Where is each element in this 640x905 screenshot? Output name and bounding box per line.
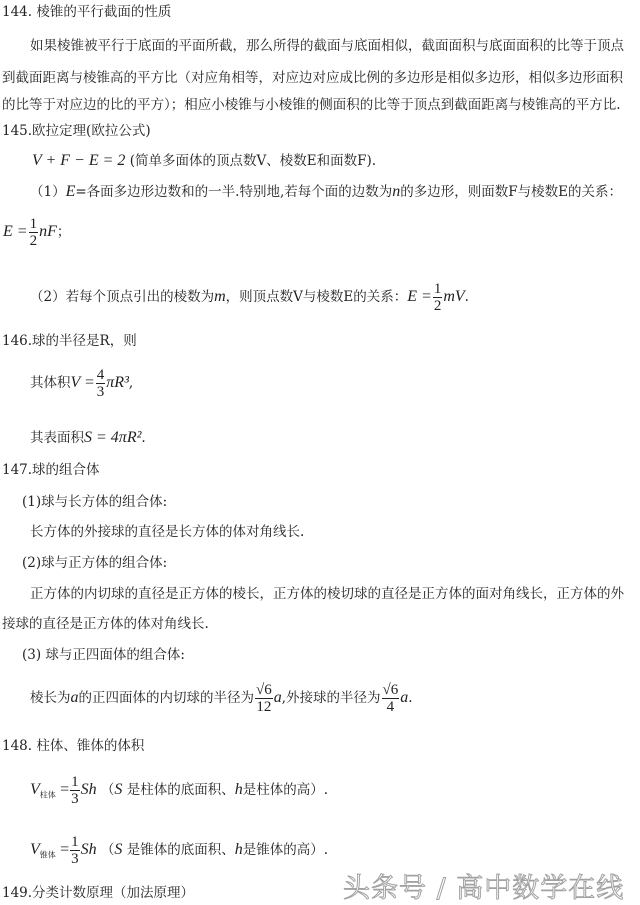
subscript: 柱体 — [39, 790, 56, 800]
denominator: 2 — [29, 233, 38, 249]
var: a — [70, 689, 79, 706]
text: （ — [100, 842, 115, 858]
label: 其表面积 — [30, 430, 84, 446]
denominator: 3 — [71, 851, 79, 867]
subsection-text: 长方体的外接球的直径是长方体的体对角线长. — [30, 524, 305, 540]
formula: V + F − E = 2 — [32, 152, 126, 169]
subscript: 锥体 — [39, 850, 56, 860]
numerator: 1 — [29, 216, 38, 232]
rhs: nF — [39, 223, 57, 240]
text: 是柱体的底面积、 — [126, 782, 235, 798]
punct: . — [408, 690, 413, 706]
text: ,外接球的半径为 — [281, 690, 381, 706]
text: 是柱体的高）. — [242, 782, 328, 798]
subsection-title: (1)球与长方体的组合体: — [22, 494, 168, 510]
formula-note: (简单多面体的顶点数V、棱数E和面数F). — [129, 153, 377, 169]
subsection-text: 正方体的内切球的直径是正方体的棱长，正方体的棱切球的直径是正方体的面对角线长，正方体的外 — [30, 586, 624, 602]
fraction — [70, 834, 80, 867]
var: m — [214, 288, 226, 305]
text: （2）若每个顶点引出的棱数为 — [30, 289, 215, 305]
var: n — [392, 183, 401, 200]
euler-item-2 — [30, 279, 469, 315]
equation-e-half-nf — [3, 214, 70, 250]
subsection-title: (2)球与正方体的组合体: — [22, 555, 168, 571]
subsection-title: (3) 球与正四面体的组合体: — [22, 647, 185, 663]
var: h — [234, 841, 243, 858]
rhs: Sh — [80, 781, 97, 798]
sphere-volume — [30, 365, 133, 401]
item-number: （1） — [30, 184, 66, 200]
text: 是锥体的高）. — [242, 842, 328, 858]
section-144-title: 144. 棱锥的平行截面的性质 — [2, 4, 172, 20]
denominator: 12 — [256, 699, 272, 715]
numerator: √6 — [256, 682, 272, 698]
equals: = — [60, 781, 70, 798]
denominator: 4 — [386, 699, 395, 715]
var: V — [30, 841, 40, 858]
euler-item-1 — [30, 183, 622, 201]
label: 其体积 — [30, 375, 71, 391]
section-144-paragraph-line: 如果棱锥被平行于底面的平面所截，那么所得的截面与底面相似，截面面积与底面面积的比等于顶点 — [30, 38, 624, 54]
fraction — [29, 216, 39, 249]
var: S — [114, 781, 123, 798]
text: （ — [100, 782, 115, 798]
section-144-paragraph-line: 的比等于对应边的比的平方）；相应小棱锥与小棱锥的侧面积的比等于顶点到截面距离与棱锥高的平方比. — [2, 97, 621, 113]
numerator: 1 — [71, 834, 79, 850]
text: 的正四面体的内切球的半径为 — [78, 690, 254, 706]
punct: , — [128, 375, 134, 391]
numerator: 1 — [433, 281, 442, 297]
text: 是锥体的底面积、 — [126, 842, 235, 858]
punct: . — [464, 289, 469, 305]
euler-formula — [32, 152, 376, 170]
pyramid-volume — [30, 832, 328, 874]
section-146-title: 146.球的半径是R，则 — [2, 333, 137, 349]
fraction — [433, 281, 443, 314]
section-149-title: 149.分类计数原理（加法原理） — [2, 885, 195, 901]
text: 的多边形，则面数F与棱数E的关系： — [400, 184, 623, 200]
equals: = — [60, 841, 70, 858]
prism-volume — [30, 772, 328, 814]
sphere-surface-area — [30, 429, 146, 447]
denominator: 3 — [96, 384, 105, 400]
text: 棱长为 — [30, 690, 71, 706]
rhs: mV — [443, 288, 465, 305]
rhs: Sh — [80, 841, 97, 858]
var: a — [400, 689, 409, 706]
fraction — [382, 682, 400, 715]
var: V — [30, 781, 40, 798]
section-145-title: 145.欧拉定理(欧拉公式) — [2, 123, 151, 139]
punct: . — [141, 430, 146, 446]
var: S — [114, 841, 123, 858]
tetrahedron-radii — [30, 680, 413, 716]
lhs: E = — [3, 223, 28, 240]
section-147-title: 147.球的组合体 — [2, 462, 100, 478]
section-148-title: 148. 柱体、锥体的体积 — [2, 738, 145, 754]
numerator: √6 — [382, 682, 399, 698]
denominator: 2 — [433, 298, 442, 314]
fraction — [96, 367, 106, 400]
numerator: 1 — [71, 774, 79, 790]
fraction — [255, 682, 273, 715]
var: E — [65, 183, 76, 200]
var: h — [234, 781, 243, 798]
var: a — [273, 689, 282, 706]
punct: ； — [56, 224, 71, 240]
rhs: πR³ — [106, 374, 129, 391]
watermark: 头条号 / 高中数学在线 — [343, 873, 625, 904]
denominator: 3 — [71, 791, 79, 807]
text: =各面多边形边数和的一半.特别地,若每个面的边数为 — [75, 184, 393, 200]
fraction — [70, 774, 80, 807]
lhs: E = — [407, 288, 432, 305]
lhs: V = — [70, 374, 95, 391]
formula: S = 4πR² — [84, 429, 142, 446]
text: ，则顶点数V与棱数E的关系： — [225, 289, 408, 305]
numerator: 4 — [96, 367, 105, 383]
subsection-text: 接球的直径是正方体的体对角线长. — [2, 616, 209, 632]
section-144-paragraph-line: 到截面距离与棱锥高的平方比（对应角相等，对应边对应成比例的多边形是相似多边形，相似多边形面积 — [2, 70, 623, 86]
